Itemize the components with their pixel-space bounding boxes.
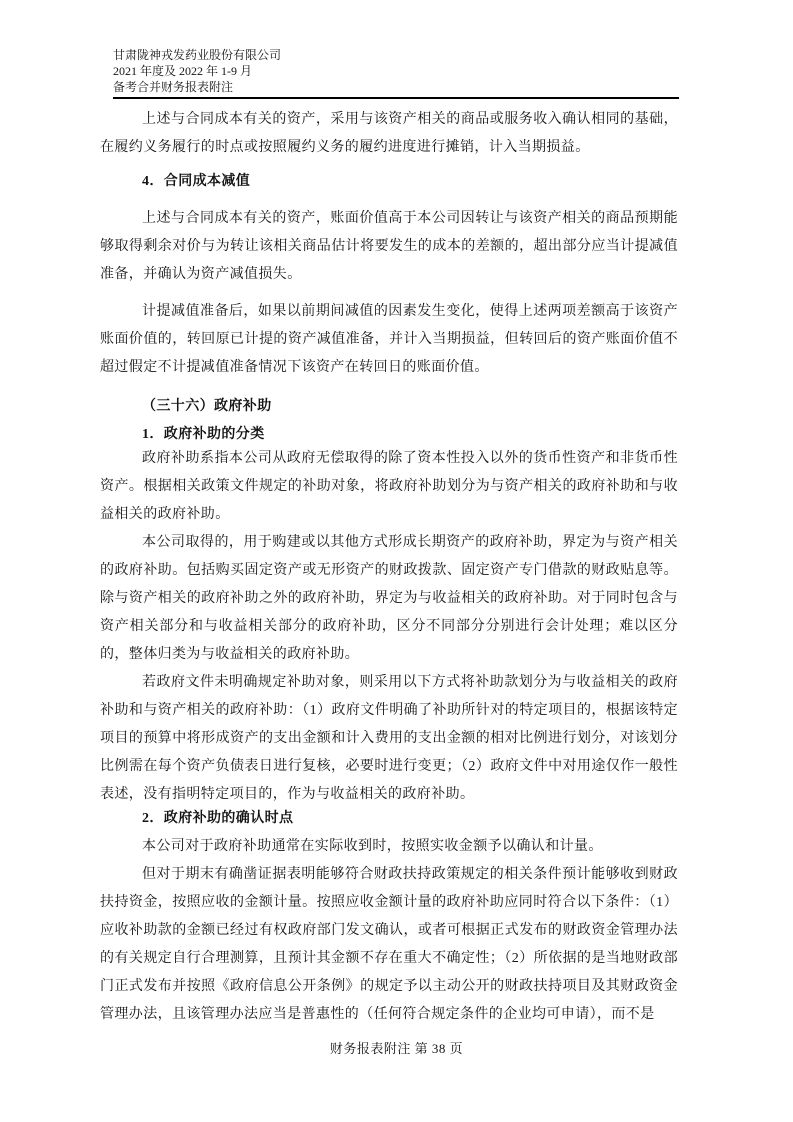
section-heading: 2．政府补助的确认时点 xyxy=(142,811,294,826)
report-period: 2021 年度及 2022 年 1-9 月 xyxy=(113,64,252,78)
body-paragraph: 但对于期末有确凿证据表明能够符合财政扶持政策规定的相关条件预计能够收到财政扶持资金，按照应收的金额计量。按照应收金额计量的政府补助应同时符合以下条件：（1）应收补助款的金额已经过有权政府部门发文确认，或者可根据正式发布的财政资金管理办法的有关规定自行合理测算，且预计其金额不存在重大不确定性；（2）所依据的是当地财政部门正式发布并按照《政府信息公开条例》的规定予以主动公开的财政扶持项目及其财政资金管理办法，且该管理办法应当是普惠性的（任何符合规定条件的企业均可申请），而不是 xyxy=(100,867,678,1022)
document-header xyxy=(113,47,679,99)
body-paragraph: 若政府文件未明确规定补助对象，则采用以下方式将补助款划分为与收益相关的政府补助和与资产相关的政府补助：（1）政府文件明确了补助所针对的特定项目的，根据该特定项目的预算中将形成资产的支出金额和计入费用的支出金额的相对比例进行划分，对该划分比例需在每个资产负债表日进行复核，必要时进行变更；（2）政府文件中对用途仅作一般性表述，没有指明特定项目的，作为与收益相关的政府补助。 xyxy=(100,675,678,802)
section-heading: 4．合同成本减值 xyxy=(142,174,251,189)
body-paragraph: 本公司取得的，用于购建或以其他方式形成长期资产的政府补助，界定为与资产相关的政府补助。包括购买固定资产或无形资产的财政拨款、固定资产专门借款的财政贴息等。除与资产相关的政府补助之外的政府补助，界定为与收益相关的政府补助。对于同时包含与资产相关部分和与收益相关部分的政府补助，区分不同部分分别进行会计处理；难以区分的，整体归类为与收益相关的政府补助。 xyxy=(100,535,678,662)
section-heading: 1．政府补助的分类 xyxy=(142,427,265,442)
document-title: 备考合并财务报表附注 xyxy=(113,80,234,94)
document-body xyxy=(100,106,678,1029)
section-heading: （三十六）政府补助 xyxy=(142,399,272,414)
body-paragraph: 计提减值准备后，如果以前期间减值的因素发生变化，使得上述两项差额高于该资产账面价值的，转回原已计提的资产减值准备，并计入当期损益，但转回后的资产账面价值不超过假定不计提减值准备情况下该资产在转回日的账面价值。 xyxy=(100,304,678,375)
body-paragraph: 本公司对于政府补助通常在实际收到时，按照实收金额予以确认和计量。 xyxy=(142,839,603,854)
body-paragraph: 政府补助系指本公司从政府无偿取得的除了资本性投入以外的货币性资产和非货币性资产。根据相关政策文件规定的补助对象，将政府补助划分为与资产相关的政府补助和与收益相关的政府补助。 xyxy=(100,451,678,522)
company-name: 甘肃陇神戎发药业股份有限公司 xyxy=(113,48,282,62)
page-footer: 财务报表附注 第 38 页 xyxy=(329,1041,464,1056)
body-paragraph: 上述与合同成本有关的资产，采用与该资产相关的商品或服务收入确认相同的基础，在履约义务履行的时点或按照履约义务的履约进度进行摊销，计入当期损益。 xyxy=(100,112,678,155)
body-paragraph: 上述与合同成本有关的资产，账面价值高于本公司因转让与该资产相关的商品预期能够取得剩余对价与为转让该相关商品估计将要发生的成本的差额的，超出部分应当计提减值准备，并确认为资产减值损失。 xyxy=(100,211,678,282)
